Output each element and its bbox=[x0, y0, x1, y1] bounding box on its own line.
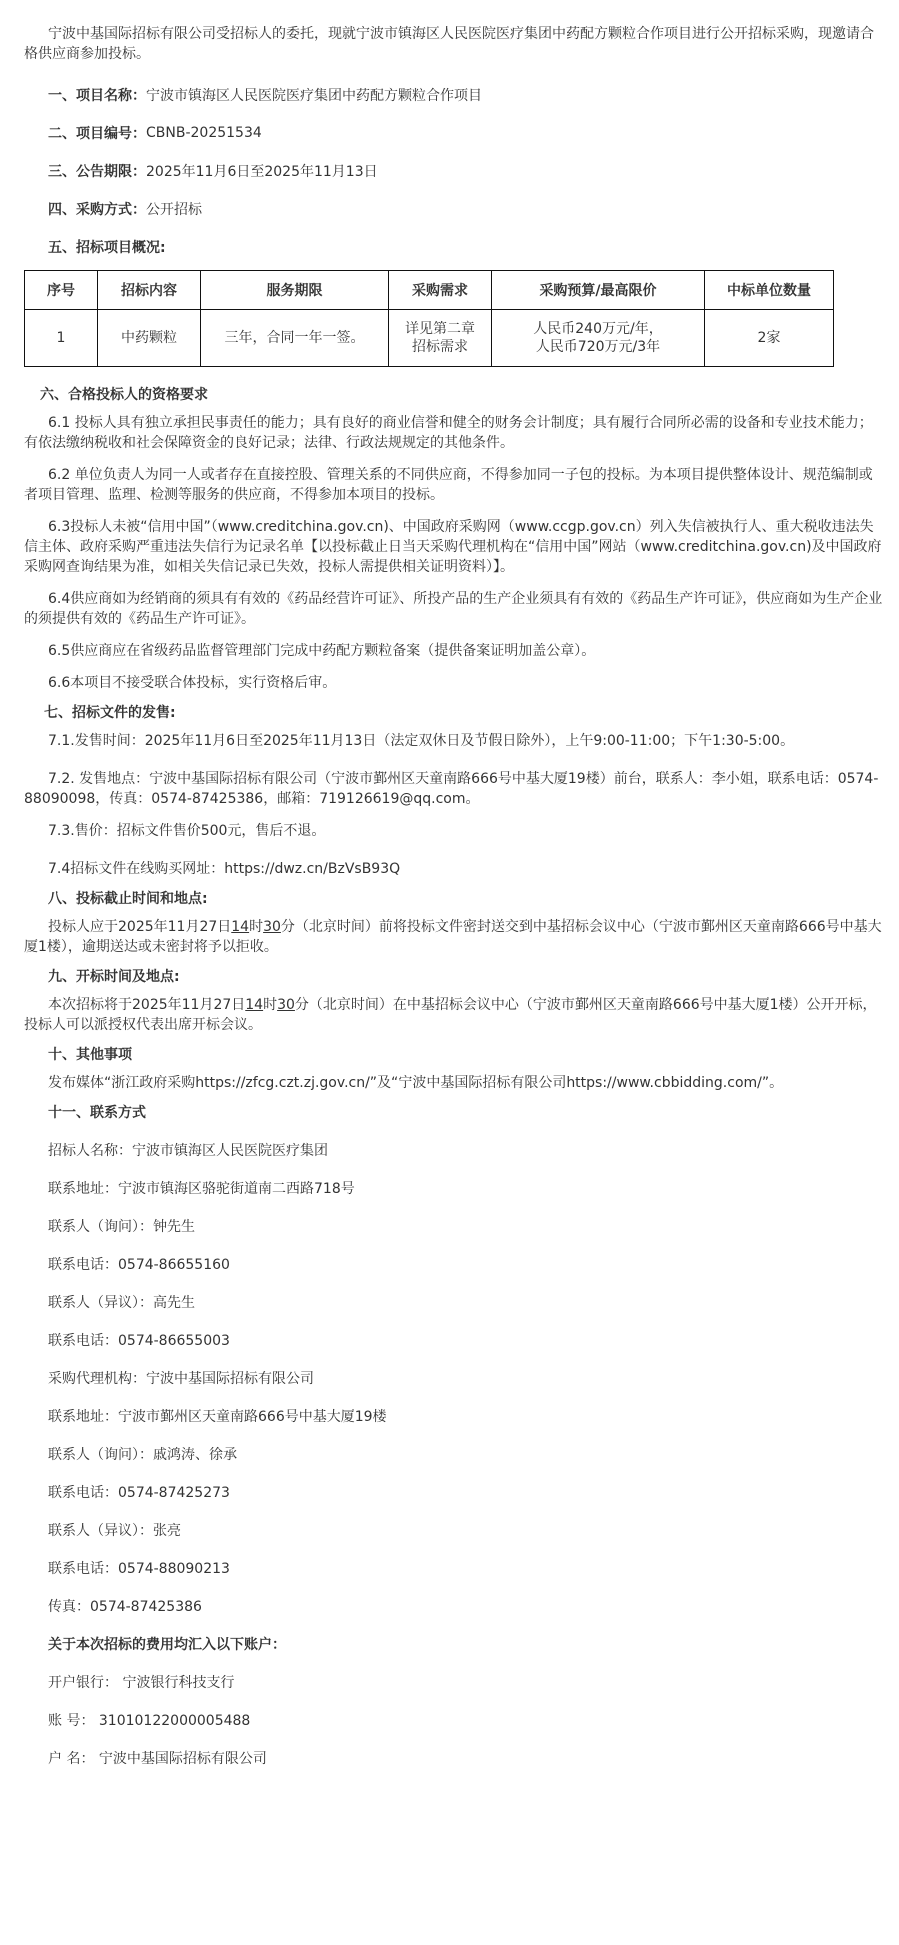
text-run: 分（北京时间）前将投标文件密封送交到中基招标会议中心（宁波市鄞州区天童南路666号中基大厦1楼），逾期送达或未密封将予以拒收。 bbox=[24, 919, 882, 955]
cell-line: 招标需求 bbox=[412, 339, 468, 355]
paragraph-6-2: 6.2 单位负责人为同一人或者存在直接控股、管理关系的不同供应商，不得参加同一子包的投标。为本项目提供整体设计、规范编制或者项目管理、监理、检测等服务的供应商，不得参加本项目的投标。 bbox=[24, 467, 873, 503]
paragraph-6-5: 6.5供应商应在省级药品监督管理部门完成中药配方颗粒备案（提供备案证明加盖公章）。 bbox=[48, 643, 596, 659]
section-qualification-title: 六、合格投标人的资格要求 bbox=[40, 387, 208, 403]
contact-line: 联系地址：宁波市镇海区骆驼街道南二西路718号 bbox=[48, 1181, 355, 1197]
table-header-row bbox=[25, 271, 834, 310]
text-run: 分（北京时间）在中基招标会议中心（宁波市鄞州区天童南路666号中基大厦1楼）公开开标，投标人可以派授权代表出席开标会议。 bbox=[24, 997, 877, 1033]
minute-value: 30 bbox=[277, 997, 295, 1013]
minute-value: 30 bbox=[263, 919, 281, 935]
table-cell: 2家 bbox=[705, 310, 834, 367]
table-cell: 1 bbox=[25, 310, 98, 367]
hour-value: 14 bbox=[245, 997, 264, 1013]
text-run: 投标人应于2025年11月27日 bbox=[48, 919, 232, 935]
contact-line: 联系人（询问）：钟先生 bbox=[48, 1219, 195, 1235]
section-label: 五、招标项目概况: bbox=[48, 240, 166, 256]
section-other-title: 十、其他事项 bbox=[48, 1047, 132, 1063]
paragraph-6-4: 6.4供应商如为经销商的须具有有效的《药品经营许可证》、所投产品的生产企业须具有有效的《药品生产许可证》，供应商如为生产企业的须提供有效的《药品生产许可证》。 bbox=[24, 591, 883, 627]
section-label: 一、项目名称： bbox=[48, 88, 146, 104]
section-contact-title: 十一、联系方式 bbox=[48, 1105, 146, 1121]
table-cell: 三年，合同一年一签。 bbox=[201, 310, 389, 367]
section-label: 二、项目编号： bbox=[48, 126, 146, 142]
section-label: 三、公告期限： bbox=[48, 164, 146, 180]
contact-line: 联系电话：0574-86655160 bbox=[48, 1257, 230, 1273]
paragraph-7-2: 7.2. 发售地点：宁波中基国际招标有限公司（宁波市鄞州区天童南路666号中基大厦19楼）前台，联系人：李小姐，联系电话：0574-88090098，传真：0574-87425386，邮箱：719126619@qq.com。 bbox=[24, 771, 879, 807]
account-name: 户 名： 宁波中基国际招标有限公司 bbox=[48, 1751, 267, 1767]
table-header: 采购预算/最高限价 bbox=[492, 271, 705, 310]
cell-line: 人民币720万元/3年 bbox=[535, 339, 661, 355]
paragraph-7-3: 7.3.售价：招标文件售价500元，售后不退。 bbox=[48, 823, 326, 839]
table-header: 招标内容 bbox=[98, 271, 201, 310]
text-run: 时 bbox=[249, 919, 264, 935]
section-value: 公开招标 bbox=[146, 202, 202, 218]
paragraph-other: 发布媒体“浙江政府采购https://zfcg.czt.zj.gov.cn/”及“宁波中基国际招标有限公司https://www.cbbidding.com/”。 bbox=[48, 1075, 784, 1091]
contact-line: 招标人名称：宁波市镇海区人民医院医疗集团 bbox=[48, 1143, 328, 1159]
table-cell bbox=[492, 310, 705, 367]
contact-line: 联系电话：0574-88090213 bbox=[48, 1561, 230, 1577]
contact-line: 联系人（询问）：戚鸿涛、徐承 bbox=[48, 1447, 237, 1463]
fees-title: 关于本次招标的费用均汇入以下账户： bbox=[48, 1637, 286, 1653]
section-value: 宁波市镇海区人民医院医疗集团中药配方颗粒合作项目 bbox=[146, 88, 482, 104]
table-row bbox=[25, 310, 834, 367]
contact-line: 联系人（异议）：张亮 bbox=[48, 1523, 181, 1539]
bank-name: 开户银行： 宁波银行科技支行 bbox=[48, 1675, 235, 1691]
table-cell: 中药颗粒 bbox=[98, 310, 201, 367]
contact-line: 联系地址：宁波市鄞州区天童南路666号中基大厦19楼 bbox=[48, 1409, 387, 1425]
contact-line: 采购代理机构：宁波中基国际招标有限公司 bbox=[48, 1371, 314, 1387]
cell-line: 详见第二章 bbox=[405, 321, 475, 337]
table-header: 服务期限 bbox=[201, 271, 389, 310]
contact-line: 传真：0574-87425386 bbox=[48, 1599, 202, 1615]
text-run: 本次招标将于2025年11月27日 bbox=[48, 997, 246, 1013]
paragraph-6-3: 6.3投标人未被“信用中国”（www.creditchina.gov.cn)、中国政府采购网（www.ccgp.gov.cn）列入失信被执行人、重大税收违法失信主体、政府采购严重违法失信行为记录名单【以投标截止日当天采购代理机构在“信用中国”网站（www.creditchina.gov.cn)及中国政府采购网查询结果为准，如相关失信记录已失效，投标人需提供相关证明资料）】。 bbox=[24, 519, 882, 575]
section-procurement-method bbox=[48, 190, 883, 228]
section-value: 2025年11月6日至2025年11月13日 bbox=[146, 164, 378, 180]
contact-line: 联系电话：0574-87425273 bbox=[48, 1485, 230, 1501]
intro-paragraph: 宁波中基国际招标有限公司受招标人的委托，现就宁波市镇海区人民医院医疗集团中药配方颗粒合作项目进行公开招标采购，现邀请合格供应商参加投标。 bbox=[24, 26, 874, 62]
cell-line: 人民币240万元/年， bbox=[533, 321, 663, 337]
paragraph-opening bbox=[24, 995, 883, 1035]
section-opening-title: 九、开标时间及地点: bbox=[48, 969, 180, 985]
section-label: 四、采购方式： bbox=[48, 202, 146, 218]
text-run: 时 bbox=[263, 997, 278, 1013]
section-deadline-title: 八、投标截止时间和地点: bbox=[48, 891, 208, 907]
hour-value: 14 bbox=[231, 919, 250, 935]
contact-line: 联系电话：0574-86655003 bbox=[48, 1333, 230, 1349]
project-overview-table bbox=[24, 270, 834, 367]
paragraph-deadline bbox=[24, 917, 883, 957]
section-project-number bbox=[48, 114, 883, 152]
paragraph-6-6: 6.6本项目不接受联合体投标，实行资格后审。 bbox=[48, 675, 337, 691]
paragraph-7-1: 7.1.发售时间：2025年11月6日至2025年11月13日（法定双休日及节假日除外），上午9:00-11:00；下午1:30-5:00。 bbox=[48, 733, 795, 749]
section-overview bbox=[48, 228, 883, 266]
section-value: CBNB-20251534 bbox=[146, 125, 262, 141]
paragraph-7-4: 7.4招标文件在线购买网址：https://dwz.cn/BzVsB93Q bbox=[48, 861, 401, 877]
table-cell bbox=[389, 310, 492, 367]
table-header: 中标单位数量 bbox=[705, 271, 834, 310]
paragraph-6-1: 6.1 投标人具有独立承担民事责任的能力；具有良好的商业信誉和健全的财务会计制度；具有履行合同所必需的设备和专业技术能力；有依法缴纳税收和社会保障资金的良好记录；法律、行政法规规定的其他条件。 bbox=[24, 415, 873, 451]
section-sale-title: 七、招标文件的发售: bbox=[44, 705, 176, 721]
contact-line: 联系人（异议）：高先生 bbox=[48, 1295, 195, 1311]
account-number: 账 号： 31010122000005488 bbox=[48, 1713, 251, 1729]
section-project-name bbox=[48, 76, 883, 114]
table-header: 序号 bbox=[25, 271, 98, 310]
table-header: 采购需求 bbox=[389, 271, 492, 310]
section-announcement-period bbox=[48, 152, 883, 190]
